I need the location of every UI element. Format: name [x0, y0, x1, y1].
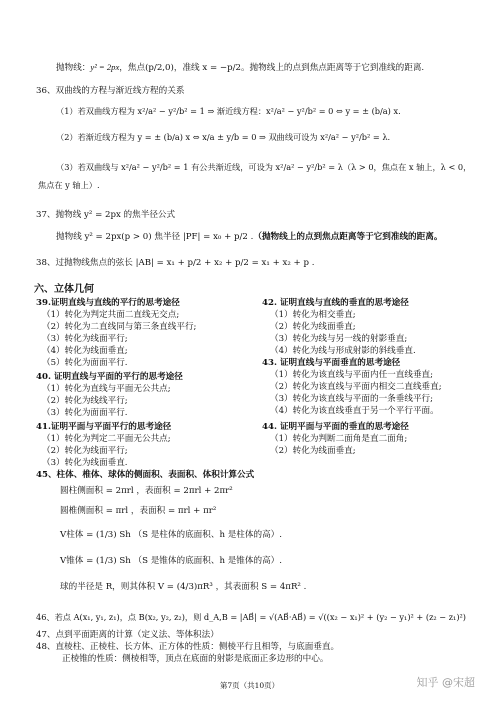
- sphere-formula: 球的半径是 R，则其体积 V = (4/3)πR³ ，其表面积 S = 4πR² .: [60, 582, 307, 592]
- section-37-note: （抛物线上的点到焦点距离等于它到准线的距离。: [253, 232, 443, 242]
- section-42-title: 42. 证明直线与直线的垂直的思考途径: [262, 298, 409, 308]
- cone-area-formula: 圆椎侧面积 = πrl ，表面积 = πrl + πr²: [60, 506, 217, 516]
- section-39-item: （1）转化为判定共面二直线无交点;: [42, 310, 180, 320]
- section-41-item: （3）转化为线面垂直.: [42, 458, 128, 468]
- section-36-item-3: （3）若双曲线与 x²/a² − y²/b² = 1 有公共渐近线，可设为 x²/a² − y²/b² = λ（λ > 0，焦点在 x 轴上，λ < 0，: [56, 162, 472, 172]
- cylinder-area-formula: 圆柱侧面积 = 2πrl ，表面积 = 2πrl + 2πr²: [60, 486, 233, 496]
- parabola-prefix: 抛物线：: [56, 63, 91, 73]
- section-41-item: （2）转化为线面平行;: [42, 446, 128, 456]
- section-41-title: 41.证明平面与平面平行的思考途径: [36, 422, 172, 432]
- section-46: 46、若点 A(x₁, y₁, z₁)，点 B(x₂, y₂, z₂)，则 d_A,B = |AB⃗| = √(AB⃗·AB⃗) = √((x₂ − x₁)² + (y₂ − y₁)² + (z₂ − z₁)²): [36, 612, 466, 622]
- section-37-body: [56, 232, 442, 243]
- section-44-title: 44. 证明平面与平面的垂直的思考途径: [262, 422, 409, 432]
- section-39-item: （2）转化为二直线同与第三条直线平行;: [42, 322, 197, 332]
- section-47: 47、点到平面距离的计算（定义法、等体积法）: [36, 630, 219, 640]
- section-36-item-1: （1）若双曲线方程为 x²/a² − y²/b² = 1 ⇒ 渐近线方程：x²/a² − y²/b² = 0 ⇔ y = ± (b/a) x.: [56, 106, 401, 116]
- section-39-item: （4）转化为线面垂直;: [42, 346, 128, 356]
- section-43-item: （1）转化为该直线与平面内任一直线垂直;: [270, 370, 434, 380]
- cylinder-volume-formula: V柱体 = (1/3) Sh （S 是柱体的底面积、h 是柱体的高）.: [60, 530, 283, 540]
- section-43-item: （4）转化为该直线垂直于另一个平行平面。: [270, 406, 439, 416]
- section-48-line-1: 48、直棱柱、正棱柱、长方体、正方体的性质：侧棱平行且相等，与底面垂直。: [36, 642, 340, 652]
- parabola-note: 。抛物线上的点到焦点距离等于它到准线的距离.: [240, 63, 425, 73]
- section-48-line-2: 正棱锥的性质：侧棱相等，顶点在底面的射影是底面正多边形的中心。: [62, 654, 329, 664]
- section-41-item: （1）转化为判定二平面无公共点;: [42, 434, 171, 444]
- section-42-item: （1）转化为相交垂直;: [270, 310, 356, 320]
- section-43-item: （2）转化为该直线与平面内相交二直线垂直;: [270, 382, 442, 392]
- section-44-item: （1）转化为判断二面角是直二面角;: [270, 434, 408, 444]
- watermark: 知乎 @宋超: [416, 676, 475, 689]
- parabola-equation: y² = 2px: [90, 62, 120, 72]
- section-36-title: 36、双曲线的方程与渐近线方程的关系: [36, 86, 185, 96]
- section-37-title: 37、抛物线 y² = 2px 的焦半径公式: [36, 210, 176, 220]
- section-36-item-3-cont: 焦点在 y 轴上）.: [38, 180, 100, 190]
- page-number: 第7页（共10页）: [219, 681, 280, 690]
- section-43-item: （3）转化为该直线与平面的一条垂线平行;: [270, 394, 434, 404]
- cone-volume-formula: V锥体 = (1/3) Sh （S 是锥体的底面积、h 是锥体的高）.: [60, 556, 283, 566]
- section-42-item: （4）转化为线与形成射影的斜线垂直.: [270, 346, 416, 356]
- parabola-directrix: ，准线 x = −p/2: [173, 63, 241, 73]
- parabola-focus: ，焦点(p/2,0): [119, 63, 174, 73]
- section-6-heading: 六、立体几何: [34, 284, 94, 295]
- section-39-item: （5）转化为面面平行.: [42, 358, 128, 368]
- section-42-item: （3）转化为线与另一线的射影垂直;: [270, 334, 408, 344]
- section-39-item: （3）转化为线面平行;: [42, 334, 128, 344]
- section-45-title: 45、柱体、椎体、球体的侧面积、表面积、体积计算公式: [36, 470, 255, 480]
- section-38: 38、过抛物线焦点的弦长 |AB| = x₁ + p/2 + x₂ + p/2 = x₁ + x₂ + p .: [36, 258, 315, 268]
- section-40-title: 40. 证明直线与平面的平行的思考途径: [36, 372, 183, 382]
- section-40-item: （1）转化为直线与平面无公共点;: [42, 384, 171, 394]
- section-42-item: （2）转化为线面垂直;: [270, 322, 356, 332]
- section-43-title: 43. 证明直线与平面垂直的思考途径: [262, 358, 401, 368]
- section-40-item: （3）转化为面面平行.: [42, 408, 128, 418]
- section-40-item: （2）转化为线线平行;: [42, 396, 128, 406]
- section-36-item-2: （2）若渐近线方程为 y = ± (b/a) x ⇔ x/a ± y/b = 0 ⇒ 双曲线可设为 x²/a² − y²/b² = λ.: [56, 132, 391, 142]
- section-44-item: （2）转化为线面垂直;: [270, 446, 356, 456]
- section-39-title: 39.证明直线与直线的平行的思考途径: [36, 298, 180, 308]
- parabola-definition-line: [56, 62, 424, 74]
- section-37-formula: 抛物线 y² = 2px(p > 0) 焦半径 |PF| = x₀ + p/2 .: [56, 232, 254, 242]
